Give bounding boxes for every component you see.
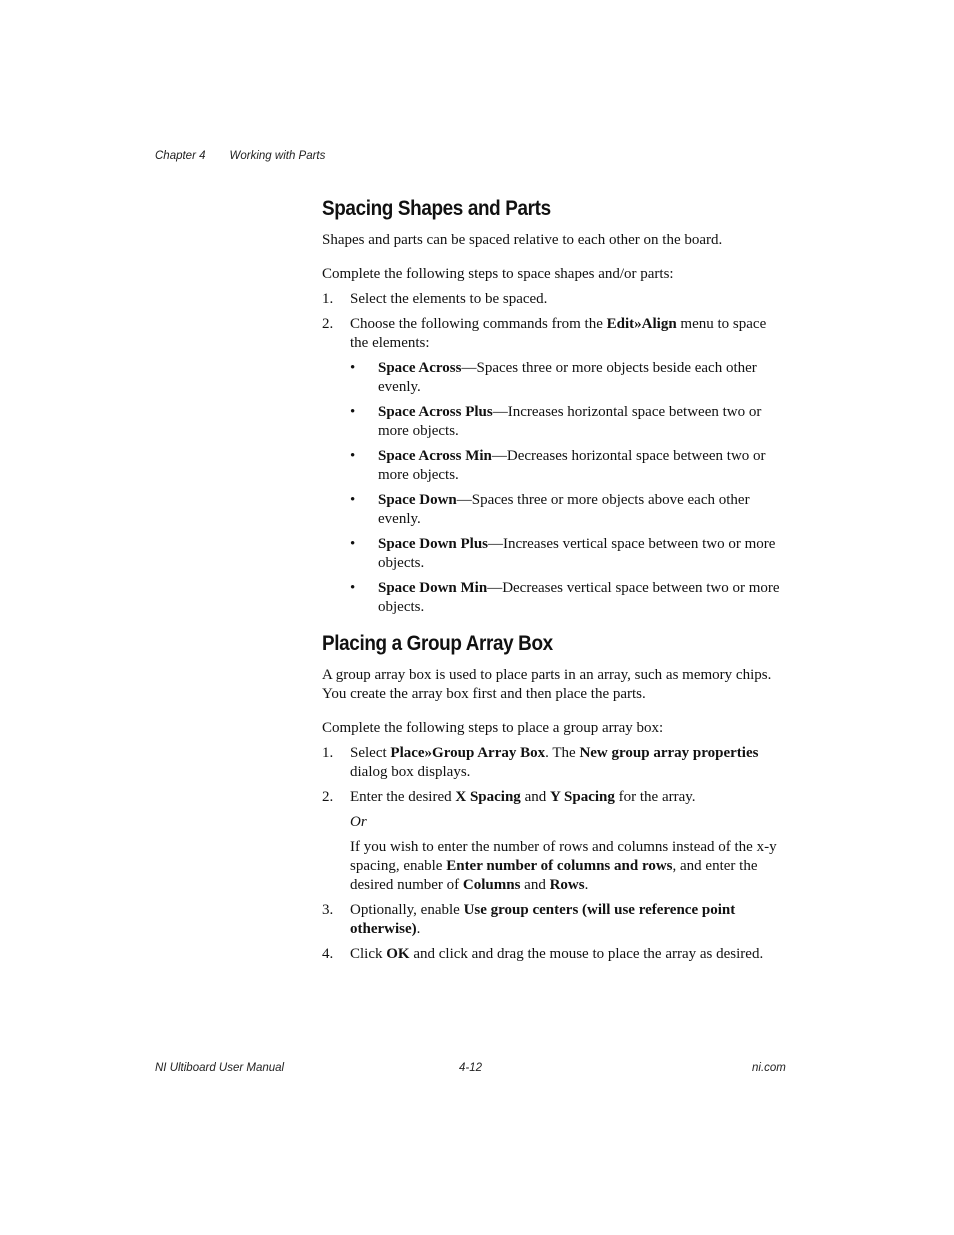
bullet-icon: • [350, 536, 356, 552]
dialog-name: New group array properties [579, 745, 759, 761]
command-list [350, 359, 788, 617]
step-text: Enter the desired [350, 789, 456, 805]
step-number: 2. [322, 316, 334, 332]
step-text: menu to space the elements: [350, 316, 767, 351]
step-text: Select [350, 745, 391, 761]
section-label: Working with Parts [229, 150, 326, 162]
command-desc: —Decreases horizontal space between two or more objects. [378, 448, 766, 483]
step-2 [322, 315, 788, 617]
command-term: Space Down [378, 492, 457, 508]
step-1 [322, 290, 788, 309]
step-4 [322, 945, 788, 964]
intro-paragraph: A group array box is used to place parts in an array, such as memory chips. You create the array box first and then place the parts. [322, 667, 772, 702]
step-number: 1. [322, 745, 334, 761]
step-text: . [416, 921, 421, 937]
button-name: OK [386, 946, 410, 962]
bullet-icon: • [350, 580, 356, 596]
or-text: Or [350, 814, 367, 830]
page-number: 4-12 [459, 1062, 483, 1074]
step-number: 2. [322, 789, 334, 805]
step-3 [322, 901, 788, 939]
command-term: Space Across [378, 360, 462, 376]
step-text: dialog box displays. [350, 764, 471, 780]
command-term: Space Across Plus [378, 404, 493, 420]
command-term: Space Down Min [378, 580, 488, 596]
command-desc: —Spaces three or more objects above each other evenly. [378, 492, 750, 527]
step-text: . [584, 877, 589, 893]
chapter-label: Chapter 4 [155, 150, 206, 162]
bullet-icon: • [350, 492, 356, 508]
field-name: X Spacing [455, 789, 521, 805]
step-2 [322, 788, 788, 895]
bullet-icon: • [350, 360, 356, 376]
lead-paragraph: Complete the following steps to space shapes and/or parts: [322, 266, 674, 282]
step-text: , and enter the desired number of [350, 858, 758, 893]
bullet-icon: • [350, 404, 356, 420]
step-text: Select the elements to be spaced. [350, 291, 548, 307]
command-desc: —Spaces three or more objects beside each other evenly. [378, 360, 757, 395]
list-item [350, 447, 788, 485]
step-text: and [520, 789, 550, 805]
step-number: 1. [322, 291, 334, 307]
step-number: 4. [322, 946, 334, 962]
section-group-array [322, 632, 788, 964]
footer-website: ni.com [752, 1062, 786, 1074]
step-text: If you wish to enter the number of rows and columns instead of the x-y spacing, enable [350, 839, 777, 874]
section-title: Placing a Group Array Box [322, 632, 553, 655]
list-item [350, 359, 788, 397]
section-spacing [322, 197, 788, 617]
menu-path: Edit»Align [606, 316, 677, 332]
step-text: Click [350, 946, 387, 962]
command-desc: —Increases horizontal space between two or more objects. [378, 404, 762, 439]
command-term: Space Down Plus [378, 536, 489, 552]
step-text: for the array. [614, 789, 696, 805]
step-text: and click and drag the mouse to place the array as desired. [409, 946, 764, 962]
running-header [155, 150, 325, 162]
command-desc: —Decreases vertical space between two or more objects. [378, 580, 780, 615]
list-item [350, 403, 788, 441]
lead-paragraph: Complete the following steps to place a group array box: [322, 720, 664, 736]
section-title: Spacing Shapes and Parts [322, 197, 551, 220]
step-text: . The [545, 745, 580, 761]
bullet-icon: • [350, 448, 356, 464]
or-label [350, 813, 788, 832]
command-term: Space Across Min [378, 448, 492, 464]
step-text: Choose the following commands from the [350, 316, 607, 332]
option-name: Use group centers (will use reference point otherwise) [350, 902, 736, 937]
intro-paragraph: Shapes and parts can be spaced relative to each other on the board. [322, 232, 723, 248]
footer-manual-title: NI Ultiboard User Manual [155, 1062, 285, 1074]
list-item [350, 535, 788, 573]
field-name: Y Spacing [549, 789, 615, 805]
field-name: Rows [549, 877, 585, 893]
step-text: and [520, 877, 550, 893]
menu-path: Place»Group Array Box [390, 745, 546, 761]
list-item [350, 491, 788, 529]
step-1 [322, 744, 788, 782]
command-desc: —Increases vertical space between two or more objects. [378, 536, 776, 571]
step-number: 3. [322, 902, 334, 918]
option-name: Enter number of columns and rows [446, 858, 673, 874]
field-name: Columns [462, 877, 521, 893]
alt-paragraph [350, 838, 788, 895]
list-item [350, 579, 788, 617]
step-text: Optionally, enable [350, 902, 464, 918]
